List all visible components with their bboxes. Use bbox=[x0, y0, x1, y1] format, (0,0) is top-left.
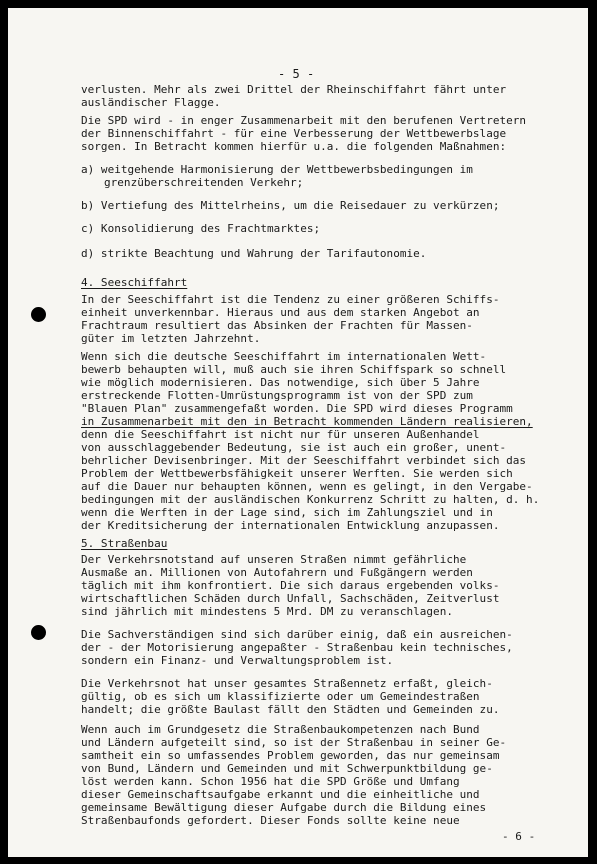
text-line: denn die Seeschiffahrt ist nicht nur für unseren Außenhandel bbox=[81, 428, 480, 441]
text-line: auf die Dauer nur behaupten können, wenn es gelingt, in den Vergabe- bbox=[81, 480, 533, 493]
text-line: wirtschaftlichen Schäden durch Unfall, Sachschäden, Zeitverlust bbox=[81, 592, 500, 605]
measure-item: c) Konsolidierung des Frachtmarktes; bbox=[81, 222, 321, 235]
measure-item-continuation: grenzüberschreitenden Verkehr; bbox=[104, 176, 304, 189]
text-line: Ausmaße an. Millionen von Autofahrern und Fußgängern werden bbox=[81, 566, 473, 579]
text-line: Die Verkehrsnot hat unser gesamtes Straßennetz erfaßt, gleich- bbox=[81, 677, 493, 690]
text-line: samtheit ein so umfassendes Problem geworden, das nur gemeinsam bbox=[81, 749, 500, 762]
text-line: Die SPD wird - in enger Zusammenarbeit mit den berufenen Vertretern bbox=[81, 114, 527, 127]
text-line: handelt; die größte Baulast fällt den Städten und Gemeinden zu. bbox=[81, 703, 500, 716]
text-line: von Bund, Ländern und Gemeinden und mit Schwerpunktbildung ge- bbox=[81, 762, 493, 775]
text-line: sondern ein Finanz- und Verwaltungsproblem ist. bbox=[81, 654, 394, 667]
text-line: ausländischer Flagge. bbox=[81, 96, 221, 109]
text-line: Die Sachverständigen sind sich darüber einig, daß ein ausreichen- bbox=[81, 628, 513, 641]
text-line: In der Seeschiffahrt ist die Tendenz zu einer größeren Schiffs- bbox=[81, 293, 500, 306]
document-page bbox=[8, 8, 588, 857]
measure-item: b) Vertiefung des Mittelrheins, um die Reisedauer zu verkürzen; bbox=[81, 199, 500, 212]
text-line: Wenn auch im Grundgesetz die Straßenbaukompetenzen nach Bund bbox=[81, 723, 480, 736]
text-line: Problem der Wettbewerbsfähigkeit unserer Werften. Sie werden sich bbox=[81, 467, 513, 480]
text-line: löst werden kann. Schon 1956 hat die SPD Größe und Umfang bbox=[81, 775, 460, 788]
text-line: gültig, ob es sich um klassifizierte oder um Gemeindestraßen bbox=[81, 690, 480, 703]
text-line: sorgen. In Betracht kommen hierfür u.a. die folgenden Maßnahmen: bbox=[81, 140, 507, 153]
text-line: erstreckende Flotten-Umrüstungsprogramm ist von der SPD zum bbox=[81, 389, 473, 402]
punch-hole-top bbox=[31, 307, 46, 322]
measure-item: d) strikte Beachtung und Wahrung der Tarifautonomie. bbox=[81, 247, 427, 260]
text-line: Wenn sich die deutsche Seeschiffahrt im internationalen Wett- bbox=[81, 350, 487, 363]
text-line: der - der Motorisierung angepaßter - Straßenbau kein technisches, bbox=[81, 641, 513, 654]
text-line: Der Verkehrsnotstand auf unseren Straßen nimmt gefährliche bbox=[81, 553, 467, 566]
section-heading-strassenbau: 5. Straßenbau bbox=[81, 537, 168, 550]
text-line: der Kreditsicherung der internationalen Entwicklung anzupassen. bbox=[81, 519, 500, 532]
text-line: Straßenbaufonds gefordert. Dieser Fonds sollte keine neue bbox=[81, 814, 460, 827]
text-line: bedingungen mit der ausländischen Konkurrenz Schritt zu halten, d. h. bbox=[81, 493, 540, 506]
measure-item: a) weitgehende Harmonisierung der Wettbewerbsbedingungen im bbox=[81, 163, 473, 176]
text-line: sind jährlich mit mindestens 5 Mrd. DM zu veranschlagen. bbox=[81, 605, 453, 618]
text-line: täglich mit ihm konfrontiert. Die sich daraus ergebenden volks- bbox=[81, 579, 500, 592]
page-number-footer: - 6 - bbox=[502, 830, 536, 843]
text-line: Frachtraum resultiert das Absinken der Frachten für Massen- bbox=[81, 319, 473, 332]
text-line: von ausschlaggebender Bedeutung, sie ist auch ein großer, unent- bbox=[81, 441, 507, 454]
text-line: verlusten. Mehr als zwei Drittel der Rheinschiffahrt fährt unter bbox=[81, 83, 507, 96]
section-heading-seeschiffahrt: 4. Seeschiffahrt bbox=[81, 276, 188, 289]
text-line: wie möglich modernisieren. Das notwendige, sich über 5 Jahre bbox=[81, 376, 480, 389]
text-line: bewerb behaupten will, muß auch sie ihren Schiffspark so schnell bbox=[81, 363, 507, 376]
text-line: "Blauen Plan" zusammengefaßt worden. Die SPD wird dieses Programm bbox=[81, 402, 513, 415]
text-line: der Binnenschiffahrt - für eine Verbesserung der Wettbewerbslage bbox=[81, 127, 507, 140]
text-line: wenn die Werften in der Lage sind, sich im Zahlungsziel und in bbox=[81, 506, 493, 519]
text-line: gemeinsame Bewältigung dieser Aufgabe durch die Bildung eines bbox=[81, 801, 487, 814]
punch-hole-bottom bbox=[31, 625, 46, 640]
text-line-underlined: in Zusammenarbeit mit den in Betracht kommenden Ländern realisieren, bbox=[81, 415, 533, 428]
text-line: einheit unverkennbar. Hieraus und aus dem starken Angebot an bbox=[81, 306, 480, 319]
text-line: und Ländern aufgeteilt sind, so ist der Straßenbau in seiner Ge- bbox=[81, 736, 507, 749]
text-line: behrlicher Devisenbringer. Mit der Seeschiffahrt verbindet sich das bbox=[81, 454, 527, 467]
page-number-header: - 5 - bbox=[278, 67, 315, 81]
text-line: güter im letzten Jahrzehnt. bbox=[81, 332, 261, 345]
text-line: dieser Gemeinschaftsaufgabe erkannt und die einheitliche und bbox=[81, 788, 480, 801]
